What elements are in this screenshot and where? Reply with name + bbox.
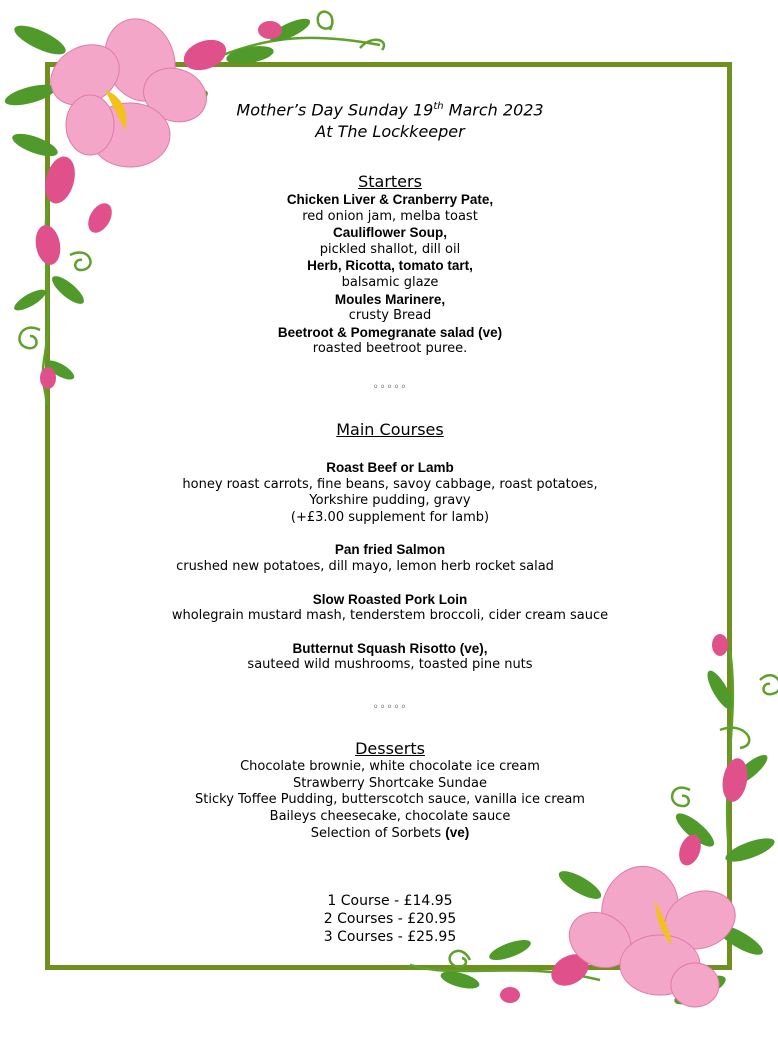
price-list — [60, 892, 720, 946]
starters-section — [60, 172, 720, 358]
starter-desc: balsamic glaze — [341, 274, 439, 290]
starter-name: Chicken Liver & Cranberry Pate, — [286, 192, 494, 207]
starter-desc: red onion jam, melba toast — [302, 208, 478, 224]
main-desc: honey roast carrots, fine beans, savoy cabbage, roast potatoes, — [182, 476, 598, 492]
course-separator: ◦◦◦◦◦ — [372, 382, 408, 393]
venue-name: At The Lockkeeper — [315, 122, 465, 142]
main-name: Slow Roasted Pork Loin — [312, 591, 468, 607]
dessert-item: Selection of Sorbets (ve) — [310, 825, 470, 842]
starter-desc: roasted beetroot puree. — [312, 341, 468, 357]
starter-desc: pickled shallot, dill oil — [319, 241, 461, 257]
main-desc: Yorkshire pudding, gravy — [309, 493, 471, 509]
dessert-item: Strawberry Shortcake Sundae — [293, 775, 487, 791]
starter-name: Herb, Ricotta, tomato tart, — [307, 258, 473, 274]
mains-heading: Main Courses — [336, 420, 444, 439]
course-separator: ◦◦◦◦◦ — [372, 702, 408, 713]
starter-name: Beetroot & Pomegranate salad (ve) — [277, 324, 503, 340]
price-item: 1 Course - £14.95 — [327, 893, 453, 909]
main-desc: crushed new potatoes, dill mayo, lemon herb rocket salad — [176, 558, 554, 574]
desserts-heading: Desserts — [355, 739, 425, 758]
starters-heading: Starters — [358, 172, 422, 191]
main-supplement: (+£3.00 supplement for lamb) — [290, 509, 490, 525]
price-item: 3 Courses - £25.95 — [323, 929, 457, 945]
dessert-item: Baileys cheesecake, chocolate sauce — [269, 808, 511, 824]
main-desc: wholegrain mustard mash, tenderstem broccoli, cider cream sauce — [171, 608, 609, 624]
desserts-section — [60, 739, 720, 843]
mains-section — [60, 420, 720, 674]
starter-desc: crusty Bread — [348, 308, 432, 324]
main-name: Butternut Squash Risotto (ve), — [292, 640, 488, 656]
dessert-item: Chocolate brownie, white chocolate ice cream — [240, 759, 540, 774]
menu-title — [200, 96, 580, 143]
main-desc: sauteed wild mushrooms, toasted pine nuts — [247, 657, 533, 673]
starter-name: Cauliflower Soup, — [332, 225, 447, 241]
main-name: Pan fried Salmon — [334, 542, 446, 558]
main-name: Roast Beef or Lamb — [326, 460, 454, 475]
dessert-item: Sticky Toffee Pudding, butterscotch sauce, vanilla ice cream — [195, 792, 585, 808]
price-item: 2 Courses - £20.95 — [323, 911, 457, 927]
starter-name: Moules Marinere, — [334, 291, 446, 307]
event-title: Mother’s Day Sunday 19th March 2023 — [236, 100, 544, 120]
